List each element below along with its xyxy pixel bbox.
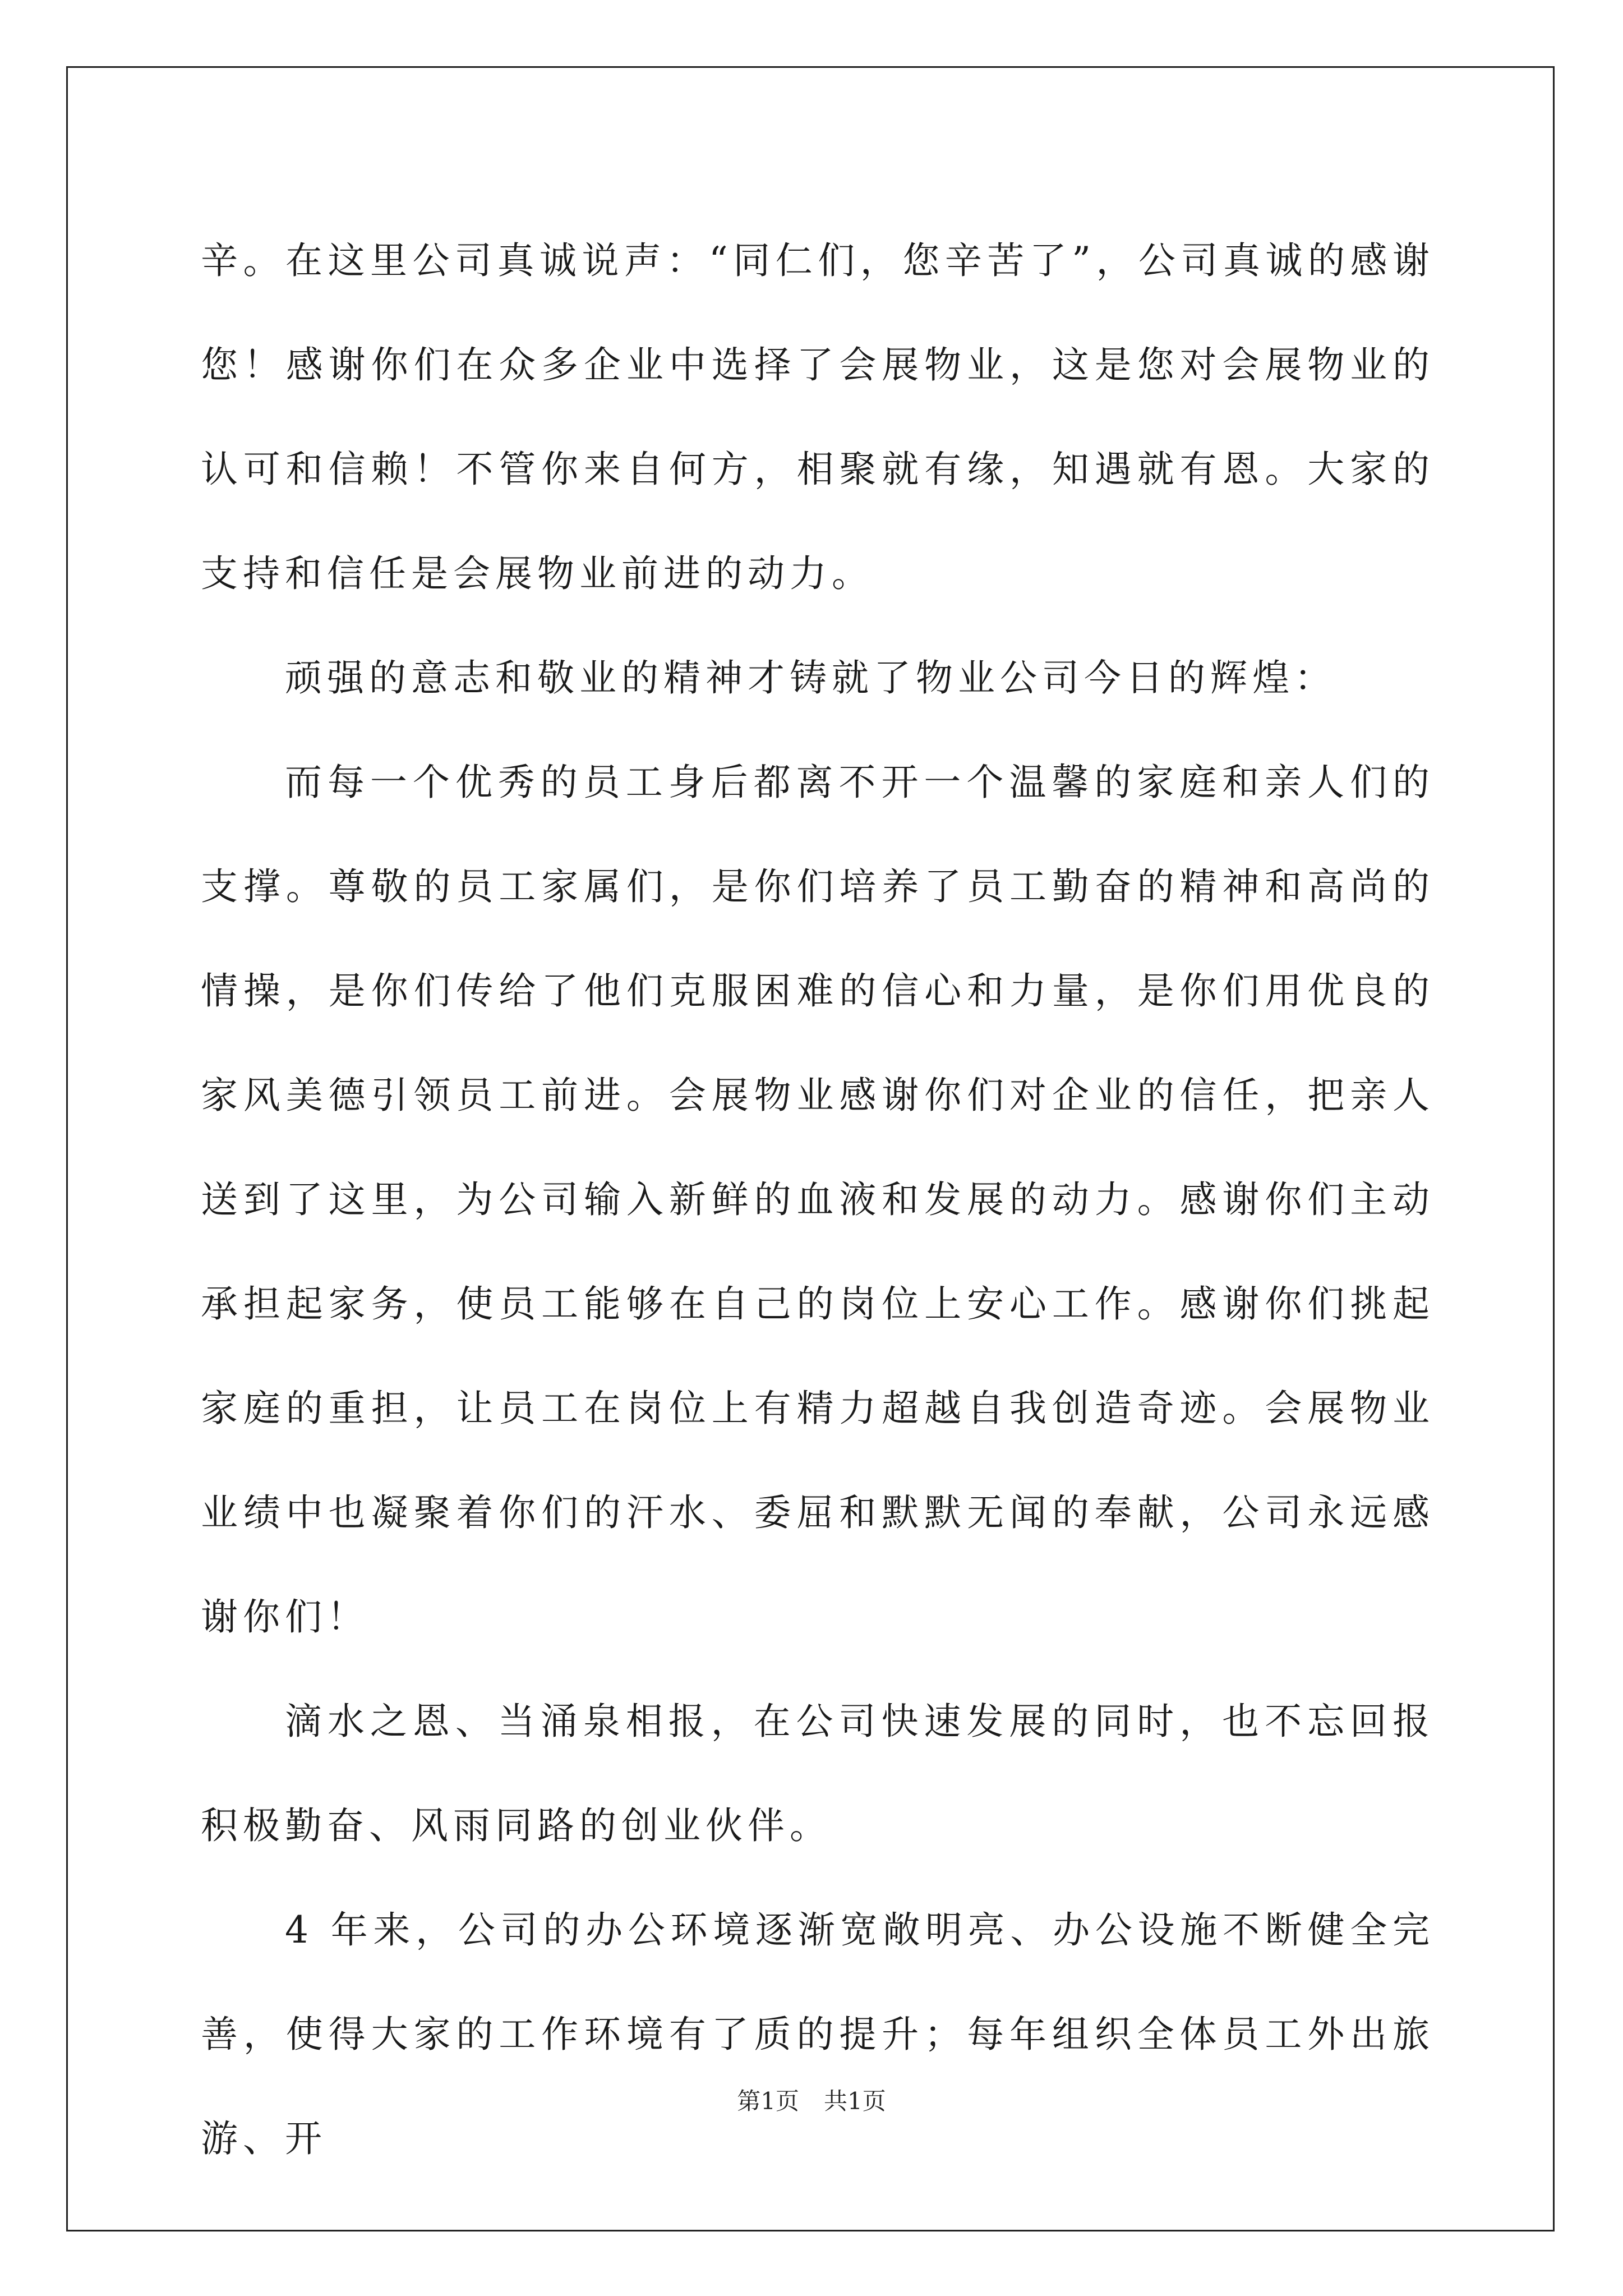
paragraph-3: 而每一个优秀的员工身后都离不开一个温馨的家庭和亲人们的支撑。尊敬的员工家属们，是你们培养了员工勤奋的精神和高尚的情操，是你们传给了他们克服困难的信心和力量，是你们用优良的家风美德引领员工前进。会展物业感谢你们对企业的信任，把亲人送到了这里，为公司输入新鲜的血液和发展的动力。感谢你们主动承担起家务，使员工能够在自己的岗位上安心工作。感谢你们挑起家庭的重担，让员工在岗位上有精力超越自我创造奇迹。会展物业业绩中也凝聚着你们的汗水、委屈和默默无闻的奉献，公司永远感谢你们！ <box>201 761 1435 1639</box>
paragraph-2: 顽强的意志和敬业的精神才铸就了物业公司今日的辉煌： <box>285 656 1336 700</box>
page-footer <box>0 2086 1623 2117</box>
paragraph-1: 辛。在这里公司真诚说声：“同仁们，您辛苦了”，公司真诚的感谢您！感谢你们在众多企业中选择了会展物业，这是您对会展物业的认可和信赖！不管你来自何方，相聚就有缘，知遇就有恩。大家的支持和信任是会展物业前进的动力。 <box>201 239 1435 595</box>
page-number-total: 共1页 <box>824 2087 886 2115</box>
document-body <box>201 209 1435 2191</box>
paragraph-4: 滴水之恩、当涌泉相报，在公司快速发展的同时，也不忘回报积极勤奋、风雨同路的创业伙伴。 <box>201 1700 1435 1847</box>
paragraph-5: 4 年来，公司的办公环境逐渐宽敞明亮、办公设施不断健全完善，使得大家的工作环境有了质的提升；每年组织全体员工外出旅游、开 <box>201 1908 1435 2160</box>
page-number-current: 第1页 <box>737 2087 799 2115</box>
